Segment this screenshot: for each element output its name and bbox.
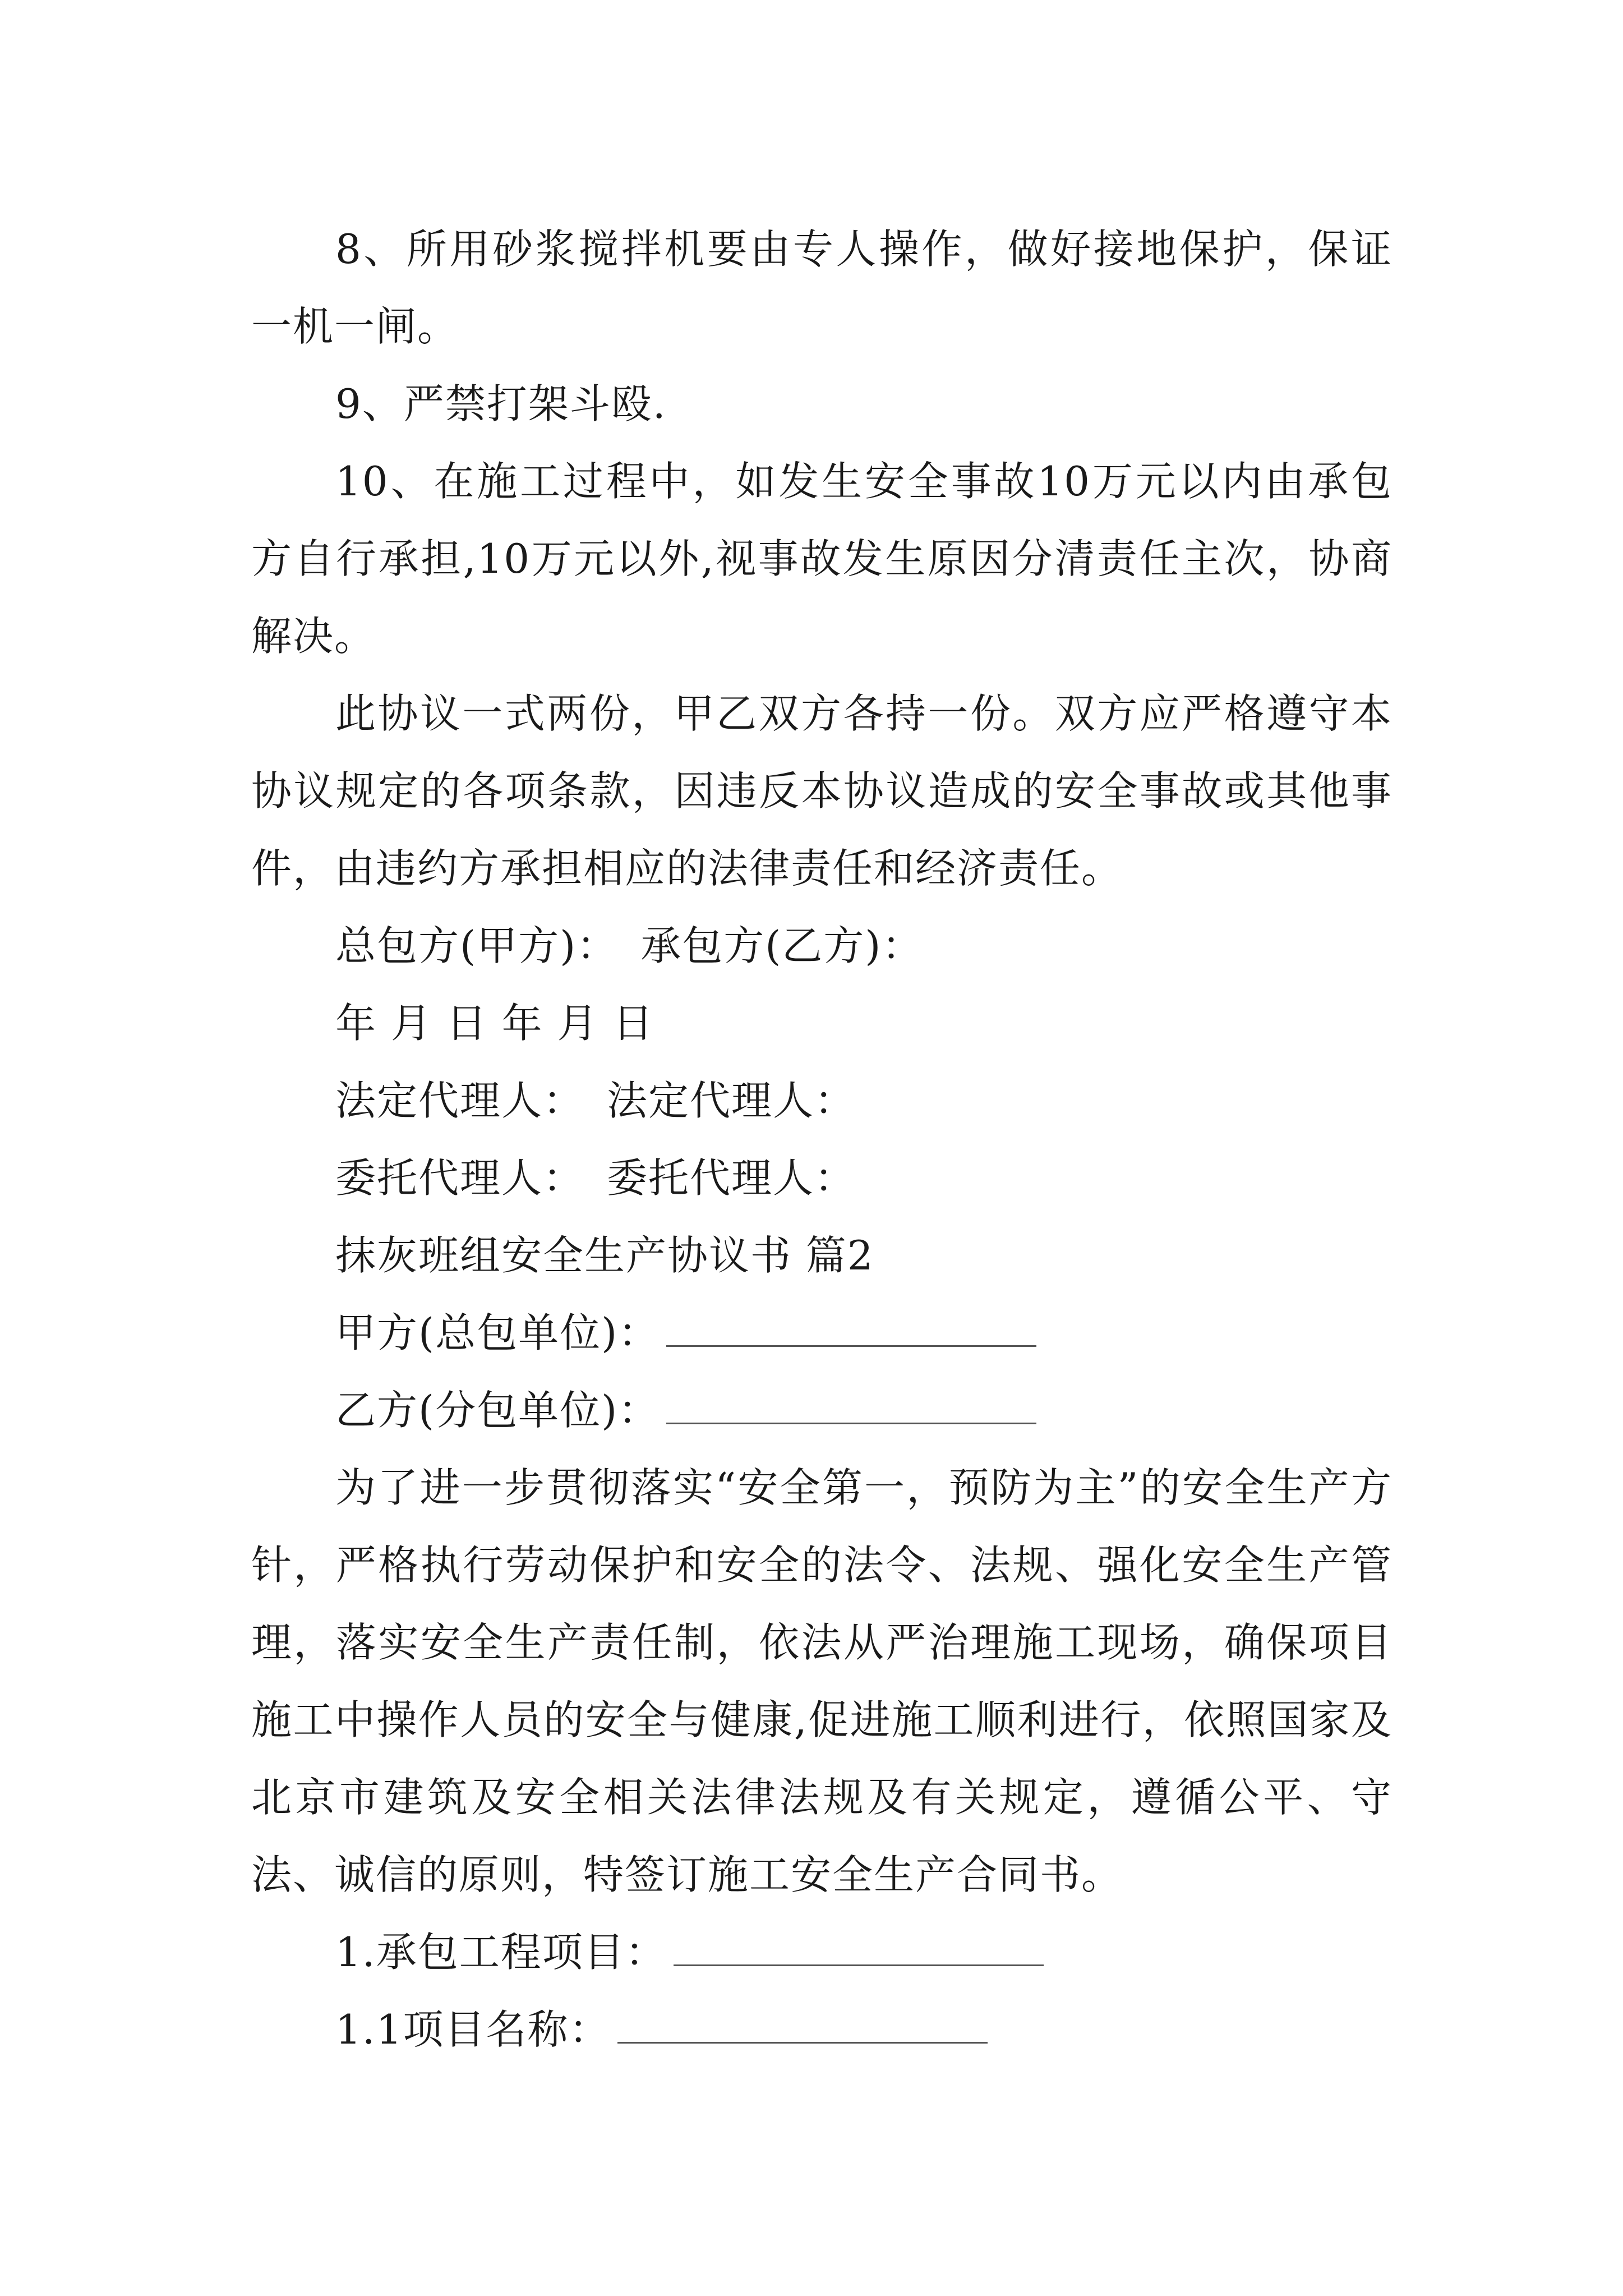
agent-line [251, 1139, 1393, 1217]
section-2-title: 抹灰班组安全生产协议书 篇2 [335, 1232, 874, 1279]
party-b-label: 承包方(乙方)： [640, 922, 924, 969]
closing-paragraph: 此协议一式两份，甲乙双方各持一份。双方应严格遵守本协议规定的各项条款，因违反本协议造成的安全事故或其他事件，由违约方承担相应的法律责任和经济责任。 [251, 690, 1393, 892]
item-1-label: 1.承包工程项目： [335, 1929, 667, 1976]
party-b-unit-line [251, 1372, 1393, 1449]
item-1-1-line [251, 1991, 1393, 2068]
legal-rep-a-label: 法定代理人： [335, 1077, 585, 1124]
legal-rep-line [251, 1062, 1393, 1139]
item-1-blank [674, 1931, 1044, 1966]
party-a-label: 总包方(甲方)： [335, 922, 619, 969]
party-a-unit-blank [666, 1312, 1036, 1347]
section-2-intro: 为了进一步贯彻落实“安全第一，预防为主”的安全生产方针，严格执行劳动保护和安全的法令、法规、强化安全生产管理，落实安全生产责任制，依法从严治理施工现场，确保项目施工中操作人员的安全与健康,促进施工顺利进行，依照国家及北京市建筑及安全相关法律法规及有关规定，遵循公平、守法、诚信的原则，特签订施工安全生产合同书。 [251, 1464, 1393, 1898]
agent-a-label: 委托代理人： [335, 1154, 585, 1202]
party-a-unit-line [251, 1294, 1393, 1372]
party-a-unit-label: 甲方(总包单位)： [335, 1309, 660, 1356]
item-1-1-blank [617, 2008, 988, 2044]
document-body [251, 210, 1393, 2068]
legal-rep-b-label: 法定代理人： [607, 1077, 856, 1124]
signature-parties-line [251, 907, 1393, 984]
signature-date-line: 年 月 日 年 月 日 [335, 1000, 654, 1047]
item-8: 8、所用砂浆搅拌机要由专人操作，做好接地保护，保证一机一闸。 [251, 226, 1393, 350]
party-b-unit-blank [666, 1389, 1036, 1424]
item-9: 9、严禁打架斗殴. [335, 380, 667, 427]
item-1-line [251, 1913, 1393, 1991]
item-10: 10、在施工过程中，如发生安全事故10万元以内由承包方自行承担,10万元以外,视事故发生原因分清责任主次，协商解决。 [251, 458, 1393, 660]
item-1-1-label: 1.1项目名称： [335, 2006, 611, 2053]
agent-b-label: 委托代理人： [607, 1154, 856, 1202]
party-b-unit-label: 乙方(分包单位)： [335, 1387, 660, 1434]
